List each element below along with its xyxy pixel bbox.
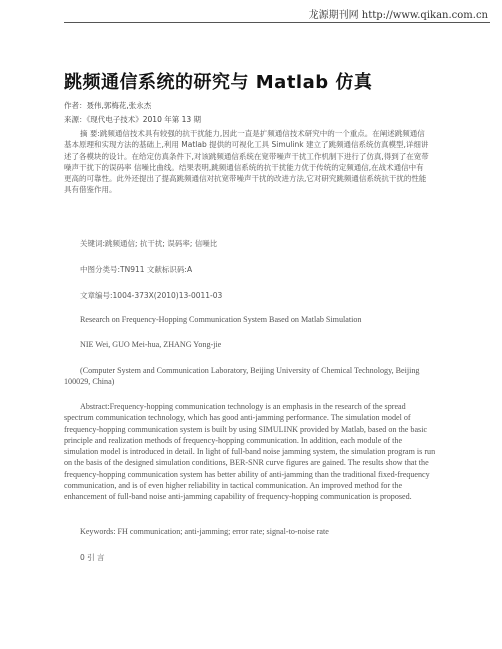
affiliation-en: (Computer System and Communication Laboratory, Beijing University of Chemical Technology, Beijing 100029, China) xyxy=(64,366,420,387)
section-heading: 0 引 言 xyxy=(80,553,105,562)
classification-code: 中图分类号:TN911 文献标识码:A xyxy=(80,265,193,274)
abstract-en: Abstract:Frequency-hopping communication technology is an emphasis in the research of the spread spectrum communication technology, which has good anti-jamming performance. The simulation model of frequency-hopping communication system is built by using SIMULINK provided by Matlab, based on the basic principle and realization methods of frequency-hopping communication. In addition, each module of the simulation model is introduced in detail. In light of full-band noise jamming system, the simulation program is run on the basis of the designed simulation conditions, BER-SNR curve figures are gained. The results show that the frequency-hopping communication system has better ability of anti-jamming than the traditional fixed-frequency communication, and is of even higher reliability in tactical communication. An improved method for the enhancement of full-band noise anti-jamming capability of frequency-hopping communication is proposed. xyxy=(64,402,436,502)
abstract-cn: 摘 要:跳频通信技术具有较强的抗干扰能力,因此一直是扩频通信技术研究中的一个重点。在阐述跳频通信基本原理和实现方法的基础上,利用 Matlab 提供的可视化工具 Simulink 建立了跳频通信系统仿真模型,详细讲述了各模块的设计。在给定仿真条件下,对该跳频通信系统在宽带噪声干扰工作机制下进行了仿真,得到了在宽带噪声干扰下的误码率 信噪比曲线。结果表明,跳频通信系统的抗干扰能力优于传统的定频通信,在战术通信中有更高的可靠性。此外还提出了提高跳频通信对抗宽带噪声干扰的改进方法,它对研究跳频通信系统抗干扰的性能具有借鉴作用。 xyxy=(64,129,429,195)
document-id: 文章编号:1004-373X(2010)13-0011-03 xyxy=(80,291,223,300)
header-divider xyxy=(64,22,490,23)
title-en: Research on Frequency-Hopping Communication System Based on Matlab Simulation xyxy=(80,315,362,324)
site-header[interactable]: 龙源期刊网 http://www.qikan.com.cn xyxy=(308,10,488,21)
article-title: 跳频通信系统的研究与 Matlab 仿真 xyxy=(64,72,373,93)
keywords-en: Keywords: FH communication; anti-jamming; error rate; signal-to-noise rate xyxy=(80,527,329,536)
article-source: 来源：《现代电子技术》2010 年第 13 期 xyxy=(64,115,202,124)
authors-en: NIE Wei, GUO Mei-hua, ZHANG Yong-jie xyxy=(80,340,222,349)
article-authors: 作者：聂伟,郭梅花,张永杰 xyxy=(64,101,152,110)
keywords-cn: 关键词:跳频通信; 抗干扰; 误码率; 信噪比 xyxy=(80,239,218,248)
